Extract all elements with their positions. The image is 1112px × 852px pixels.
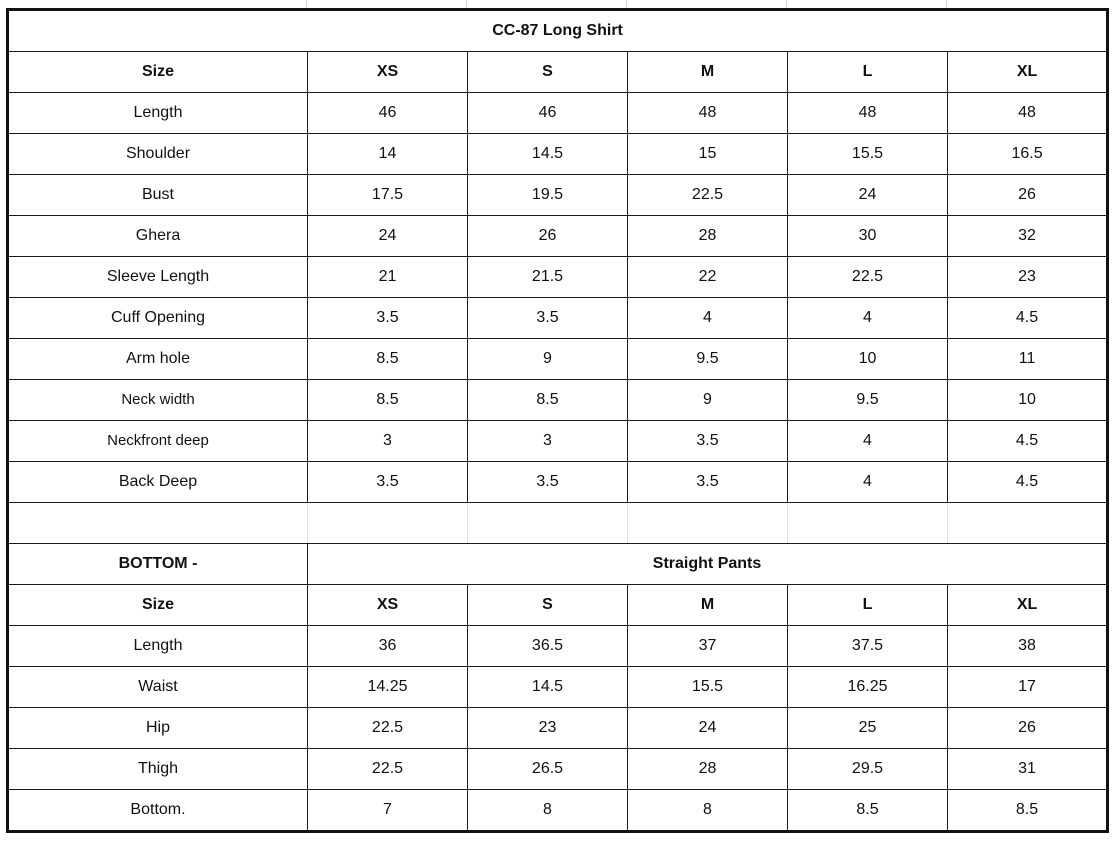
table-row [8, 667, 1108, 708]
measurement-value: 3.5 [628, 421, 788, 462]
measurement-value: 48 [628, 93, 788, 134]
table-row [8, 339, 1108, 380]
header-cell: XS [308, 52, 468, 93]
measurement-value: 15.5 [628, 667, 788, 708]
measurement-value: 28 [628, 749, 788, 790]
size-chart-table [6, 8, 1109, 833]
measurement-value: 48 [788, 93, 948, 134]
measurement-value: 46 [308, 93, 468, 134]
measurement-value: 17 [948, 667, 1108, 708]
header-cell: Size [8, 585, 308, 626]
measurement-value: 15 [628, 134, 788, 175]
measurement-label: Neckfront deep [8, 421, 308, 462]
measurement-value: 8.5 [468, 380, 628, 421]
measurement-label: Neck width [8, 380, 308, 421]
measurement-value: 29.5 [788, 749, 948, 790]
header-cell: Size [8, 52, 308, 93]
measurement-value: 9.5 [788, 380, 948, 421]
measurement-value: 3.5 [468, 462, 628, 503]
measurement-value: 3.5 [468, 298, 628, 339]
header-cell: M [628, 585, 788, 626]
table-row [8, 216, 1108, 257]
measurement-value: 14.25 [308, 667, 468, 708]
measurement-value: 9 [628, 380, 788, 421]
measurement-value: 7 [308, 790, 468, 832]
table-row [8, 257, 1108, 298]
bottom-header-row [8, 585, 1108, 626]
header-cell: XL [948, 52, 1108, 93]
measurement-value: 10 [788, 339, 948, 380]
measurement-label: Ghera [8, 216, 308, 257]
measurement-value: 11 [948, 339, 1108, 380]
measurement-value: 8 [628, 790, 788, 832]
measurement-value: 8.5 [308, 339, 468, 380]
measurement-label: Arm hole [8, 339, 308, 380]
measurement-value: 15.5 [788, 134, 948, 175]
measurement-value: 28 [628, 216, 788, 257]
measurement-value: 16.5 [948, 134, 1108, 175]
measurement-value: 9.5 [628, 339, 788, 380]
measurement-value: 3 [308, 421, 468, 462]
measurement-value: 36.5 [468, 626, 628, 667]
empty-cell [628, 503, 788, 544]
header-cell: M [628, 52, 788, 93]
empty-cell [468, 503, 628, 544]
measurement-value: 26 [468, 216, 628, 257]
measurement-value: 19.5 [468, 175, 628, 216]
measurement-value: 24 [308, 216, 468, 257]
measurement-value: 25 [788, 708, 948, 749]
table-row [8, 93, 1108, 134]
table-row [8, 175, 1108, 216]
measurement-value: 4.5 [948, 421, 1108, 462]
header-cell: S [468, 585, 628, 626]
table-row [8, 380, 1108, 421]
measurement-value: 9 [468, 339, 628, 380]
empty-cell [788, 503, 948, 544]
measurement-value: 21 [308, 257, 468, 298]
table-row [8, 790, 1108, 832]
measurement-value: 30 [788, 216, 948, 257]
measurement-value: 14.5 [468, 134, 628, 175]
measurement-value: 23 [948, 257, 1108, 298]
table-row [8, 749, 1108, 790]
header-cell: L [788, 585, 948, 626]
measurement-value: 8.5 [308, 380, 468, 421]
measurement-value: 22.5 [308, 708, 468, 749]
table-row [8, 134, 1108, 175]
empty-cell [308, 503, 468, 544]
empty-cell [8, 503, 308, 544]
measurement-value: 22.5 [308, 749, 468, 790]
empty-cell [948, 503, 1108, 544]
measurement-value: 4.5 [948, 298, 1108, 339]
spacer-row [8, 503, 1108, 544]
measurement-label: Bust [8, 175, 308, 216]
measurement-label: Waist [8, 667, 308, 708]
header-cell: XS [308, 585, 468, 626]
measurement-value: 46 [468, 93, 628, 134]
measurement-label: Cuff Opening [8, 298, 308, 339]
measurement-value: 4 [788, 421, 948, 462]
measurement-value: 26 [948, 175, 1108, 216]
measurement-value: 36 [308, 626, 468, 667]
measurement-value: 37 [628, 626, 788, 667]
table-row [8, 626, 1108, 667]
measurement-value: 37.5 [788, 626, 948, 667]
top-title-row [8, 10, 1108, 52]
measurement-label: Thigh [8, 749, 308, 790]
measurement-value: 8 [468, 790, 628, 832]
measurement-value: 22 [628, 257, 788, 298]
measurement-label: Sleeve Length [8, 257, 308, 298]
table-row [8, 421, 1108, 462]
measurement-value: 14.5 [468, 667, 628, 708]
measurement-value: 17.5 [308, 175, 468, 216]
measurement-value: 4 [788, 298, 948, 339]
measurement-value: 21.5 [468, 257, 628, 298]
measurement-label: Shoulder [8, 134, 308, 175]
table-row [8, 298, 1108, 339]
bottom-title-row [8, 544, 1108, 585]
top-table-title: CC-87 Long Shirt [8, 10, 1108, 52]
bottom-table-title: Straight Pants [308, 544, 1108, 585]
measurement-value: 32 [948, 216, 1108, 257]
measurement-value: 3.5 [308, 298, 468, 339]
measurement-label: Hip [8, 708, 308, 749]
header-cell: XL [948, 585, 1108, 626]
measurement-value: 16.25 [788, 667, 948, 708]
measurement-value: 48 [948, 93, 1108, 134]
measurement-value: 3.5 [628, 462, 788, 503]
measurement-value: 22.5 [788, 257, 948, 298]
top-header-row [8, 52, 1108, 93]
measurement-label: Back Deep [8, 462, 308, 503]
bottom-section-label: BOTTOM - [8, 544, 308, 585]
measurement-value: 3 [468, 421, 628, 462]
measurement-value: 26.5 [468, 749, 628, 790]
measurement-label: Bottom. [8, 790, 308, 832]
measurement-value: 8.5 [788, 790, 948, 832]
top-measurements [8, 93, 1108, 503]
measurement-value: 4 [628, 298, 788, 339]
measurement-value: 14 [308, 134, 468, 175]
measurement-value: 3.5 [308, 462, 468, 503]
measurement-value: 31 [948, 749, 1108, 790]
header-cell: L [788, 52, 948, 93]
measurement-value: 4 [788, 462, 948, 503]
table-row [8, 462, 1108, 503]
measurement-value: 24 [788, 175, 948, 216]
measurement-label: Length [8, 626, 308, 667]
measurement-value: 22.5 [628, 175, 788, 216]
table-row [8, 708, 1108, 749]
measurement-value: 26 [948, 708, 1108, 749]
measurement-label: Length [8, 93, 308, 134]
measurement-value: 4.5 [948, 462, 1108, 503]
measurement-value: 24 [628, 708, 788, 749]
measurement-value: 8.5 [948, 790, 1108, 832]
spreadsheet-gridlines [0, 0, 1112, 8]
bottom-measurements [8, 626, 1108, 832]
header-cell: S [468, 52, 628, 93]
measurement-value: 23 [468, 708, 628, 749]
measurement-value: 38 [948, 626, 1108, 667]
measurement-value: 10 [948, 380, 1108, 421]
